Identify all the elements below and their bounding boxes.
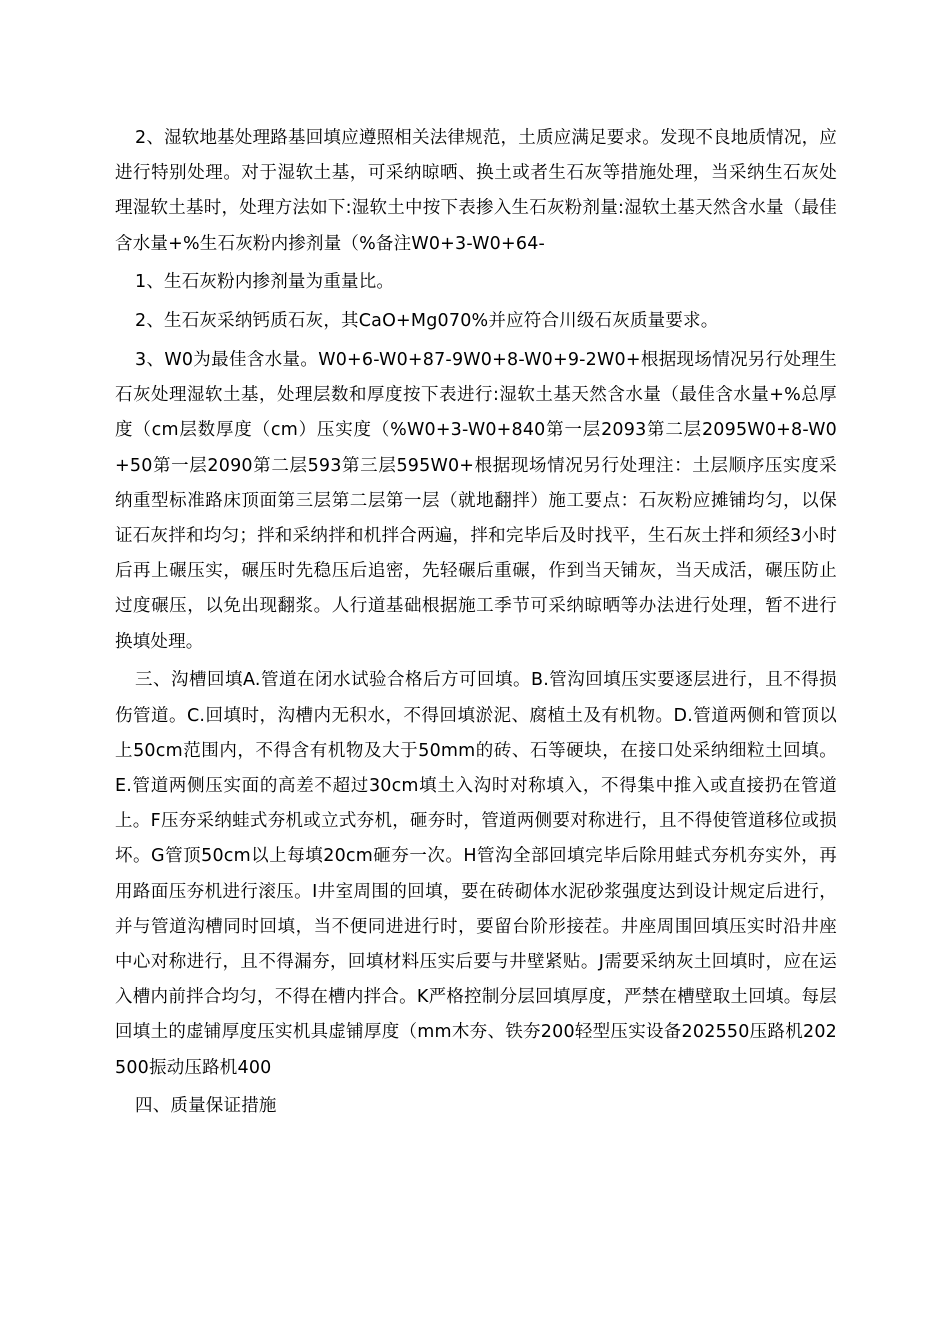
paragraph-wet-soft-foundation: 2、湿软地基处理路基回填应遵照相关法律规范，土质应满足要求。发现不良地质情况，应进行特别处理。对于湿软土基，可采纳晾晒、换土或者生石灰等措施处理，当采纳生石灰处理湿软土基时，处理方法如下:湿软土中按下表掺入生石灰粉剂量:湿软土基天然含水量（最佳含水量+%生石灰粉内掺剂量（%备注W0+3-W0+64-: [115, 128, 837, 254]
paragraph-trench-backfill: 三、沟槽回填A.管道在闭水试验合格后方可回填。B.管沟回填压实要逐层进行，且不得损伤管道。C.回填时，沟槽内无积水，不得回填淤泥、腐植土及有机物。D.管道两侧和管顶以上50cm范围内，不得含有机物及大于50mm的砖、石等硬块，在接口处采纳细粒土回填。E.管道两侧压实面的高差不超过30cm填土入沟时对称填入，不得集中推入或直接扔在管道上。F压夯采纳蛙式夯机或立式夯机，砸夯时，管道两侧要对称进行，且不得使管道移位或损坏。G管顶50cm以上每填20cm砸夯一次。H管沟全部回填完毕后除用蛙式夯机夯实外，再用路面压夯机进行滚压。I井室周围的回填，要在砖砌体水泥砂浆强度达到设计规定后进行，并与管道沟槽同时回填，当不便同进进行时，要留台阶形接茬。井座周围回填压实时沿井座中心对称进行，且不得漏夯，回填材料压实后要与井壁紧贴。J需要采纳灰土回填时，应在运入槽内前拌合均匀，不得在槽内拌合。K严格控制分层回填厚度，严禁在槽壁取土回填。每层回填土的虚铺厚度压实机具虚铺厚度（mm木夯、铁夯200轻型压实设备202550压路机202500振动压路机400: [115, 670, 837, 1078]
section-heading-quality-assurance: 四、质量保证措施: [135, 1096, 277, 1117]
paragraph-treatment-layers: 3、W0为最佳含水量。W0+6-W0+87-9W0+8-W0+9-2W0+根据现场情况另行处理生石灰处理湿软土基，处理层数和厚度按下表进行:湿软土基天然含水量（最佳含水量+%总厚度（cm层数厚度（cm）压实度（%W0+3-W0+840第一层2093第二层2095W0+8-W0+50第一层2090第二层593第三层595W0+根据现场情况另行处理注：土层顺序压实度采纳重型标准路床顶面第三层第二层第一层（就地翻拌）施工要点：石灰粉应摊铺均匀，以保证石灰拌和均匀；拌和采纳拌和机拌合两遍，拌和完毕后及时找平，生石灰土拌和须经3小时后再上碾压实，碾压时先稳压后追密，先轻碾后重碾，作到当天铺灰，当天成活，碾压防止过度碾压，以免出现翻浆。人行道基础根据施工季节可采纳晾晒等办法进行处理，暂不进行换填处理。: [115, 350, 837, 652]
document-body: [115, 121, 837, 1128]
note-lime-dosage: 1、生石灰粉内掺剂量为重量比。: [135, 272, 395, 293]
note-calcium-lime: 2、生石灰采纳钙质石灰，其CaO+Mg070%并应符合川级石灰质量要求。: [135, 311, 719, 332]
